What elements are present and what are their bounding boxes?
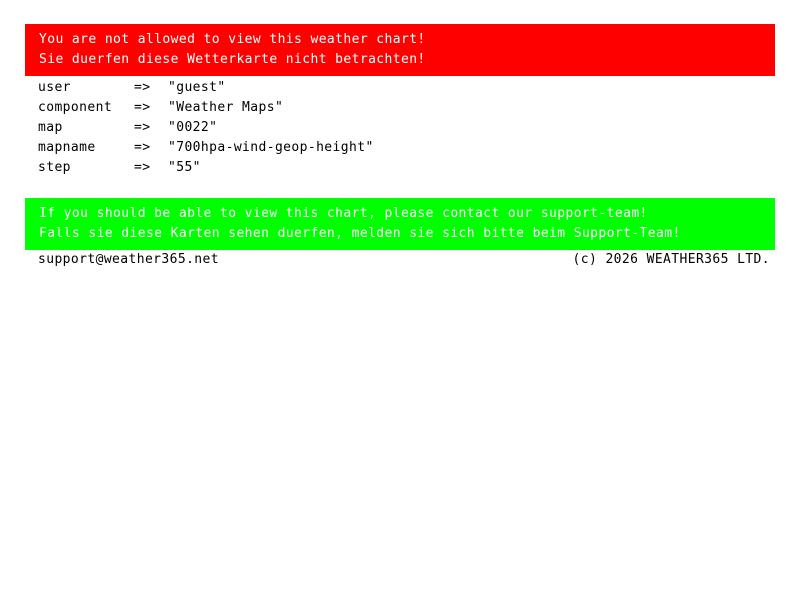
request-parameter-list — [38, 78, 778, 178]
support-email-link[interactable]: support@weather365.net — [38, 252, 219, 267]
param-key: map — [38, 120, 63, 135]
footer — [38, 250, 770, 270]
support-banner — [25, 198, 775, 250]
error-banner — [25, 24, 775, 76]
param-value: "0022" — [168, 120, 218, 135]
param-key: mapname — [38, 140, 96, 155]
table-row — [38, 98, 778, 118]
table-row — [38, 138, 778, 158]
param-value: "guest" — [168, 80, 226, 95]
param-arrow: => — [134, 140, 151, 155]
error-banner-line-en: You are not allowed to view this weather chart! — [39, 32, 426, 47]
param-key: user — [38, 80, 71, 95]
param-key: step — [38, 160, 71, 175]
param-arrow: => — [134, 120, 151, 135]
param-value: "Weather Maps" — [168, 100, 284, 115]
param-value: "55" — [168, 160, 201, 175]
error-banner-line-de: Sie duerfen diese Wetterkarte nicht betrachten! — [39, 52, 426, 67]
table-row — [38, 78, 778, 98]
support-banner-line-en: If you should be able to view this chart, please contact our support-team! — [39, 206, 648, 221]
copyright-text: (c) 2026 WEATHER365 LTD. — [572, 252, 770, 267]
table-row — [38, 158, 778, 178]
param-value: "700hpa-wind-geop-height" — [168, 140, 374, 155]
param-key: component — [38, 100, 113, 115]
param-arrow: => — [134, 80, 151, 95]
param-arrow: => — [134, 160, 151, 175]
support-banner-line-de: Falls sie diese Karten sehen duerfen, melden sie sich bitte beim Support-Team! — [39, 226, 681, 241]
param-arrow: => — [134, 100, 151, 115]
table-row — [38, 118, 778, 138]
